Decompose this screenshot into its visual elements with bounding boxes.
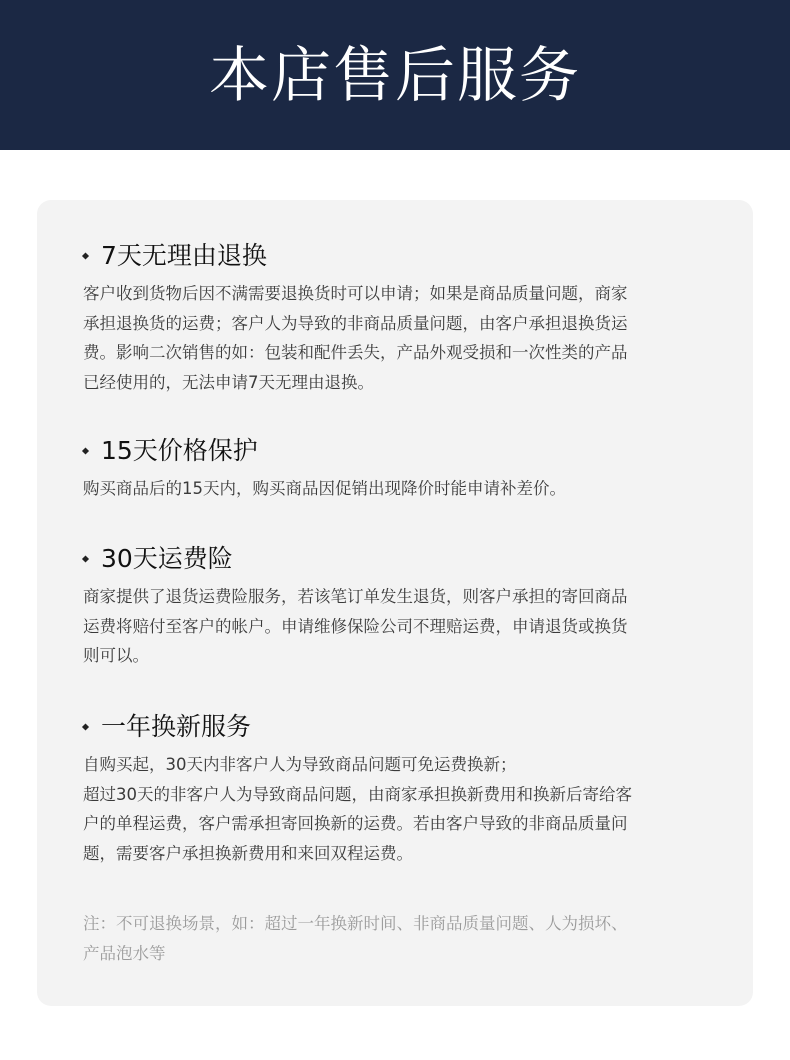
section-1year-replacement (83, 707, 713, 868)
service-card (37, 200, 753, 1006)
section-heading (83, 707, 713, 747)
page-title: 本店售后服务 (209, 41, 581, 111)
section-heading (83, 431, 713, 471)
section-title: 7天无理由退换 (101, 241, 267, 270)
body-line: 承担退换货的运费；客户人为导致的非商品质量问题，由客户承担退换货运 (83, 313, 628, 333)
section-title: 30天运费险 (101, 544, 233, 573)
section-body (83, 279, 713, 397)
body-line: 商家提供了退货运费险服务，若该笔订单发生退货，则客户承担的寄回商品 (83, 587, 628, 606)
body-line: 运费将赔付至客户的帐户。申请维修保险公司不理赔运费，申请退货或换货 (83, 616, 628, 636)
section-heading (83, 236, 713, 276)
section-15day-price-protection (83, 431, 713, 504)
body-line: 费。影响二次销售的如：包装和配件丢失，产品外观受损和一次性类的产品 (83, 343, 628, 362)
section-heading (83, 539, 713, 579)
body-line: 则可以。 (83, 646, 149, 665)
body-line: 超过30天的非客户人为导致商品问题，由商家承担换新费用和换新后寄给客 (83, 784, 632, 804)
diamond-bullet-icon (82, 447, 89, 454)
section-title: 15天价格保护 (101, 436, 258, 465)
section-30day-shipping-insurance (83, 539, 713, 671)
body-line: 自购买起，30天内非客户人为导致商品问题可免运费换新； (83, 755, 517, 774)
section-title: 一年换新服务 (101, 712, 252, 741)
body-line: 已经使用的，无法申请7天无理由退换。 (83, 372, 374, 392)
note-line: 注：不可退换场景，如：超过一年换新时间、非商品质量问题、人为损坏、 (83, 914, 628, 933)
note-block (83, 909, 713, 968)
body-line: 客户收到货物后因不满需要退换货时可以申请；如果是商品质量问题，商家 (83, 284, 628, 303)
body-line: 购买商品后的15天内，购买商品因促销出现降价时能申请补差价。 (83, 479, 566, 498)
header-banner (0, 0, 790, 150)
section-body (83, 750, 713, 868)
note-line: 产品泡水等 (83, 943, 166, 963)
diamond-bullet-icon (82, 252, 89, 259)
diamond-bullet-icon (82, 723, 89, 730)
section-body (83, 582, 713, 671)
body-line: 户的单程运费，客户需承担寄回换新的运费。若由客户导致的非商品质量问 (83, 814, 628, 833)
diamond-bullet-icon (82, 555, 89, 562)
body-line: 题，需要客户承担换新费用和来回双程运费。 (83, 843, 413, 863)
section-7day-return (83, 236, 713, 397)
section-body (83, 474, 713, 504)
